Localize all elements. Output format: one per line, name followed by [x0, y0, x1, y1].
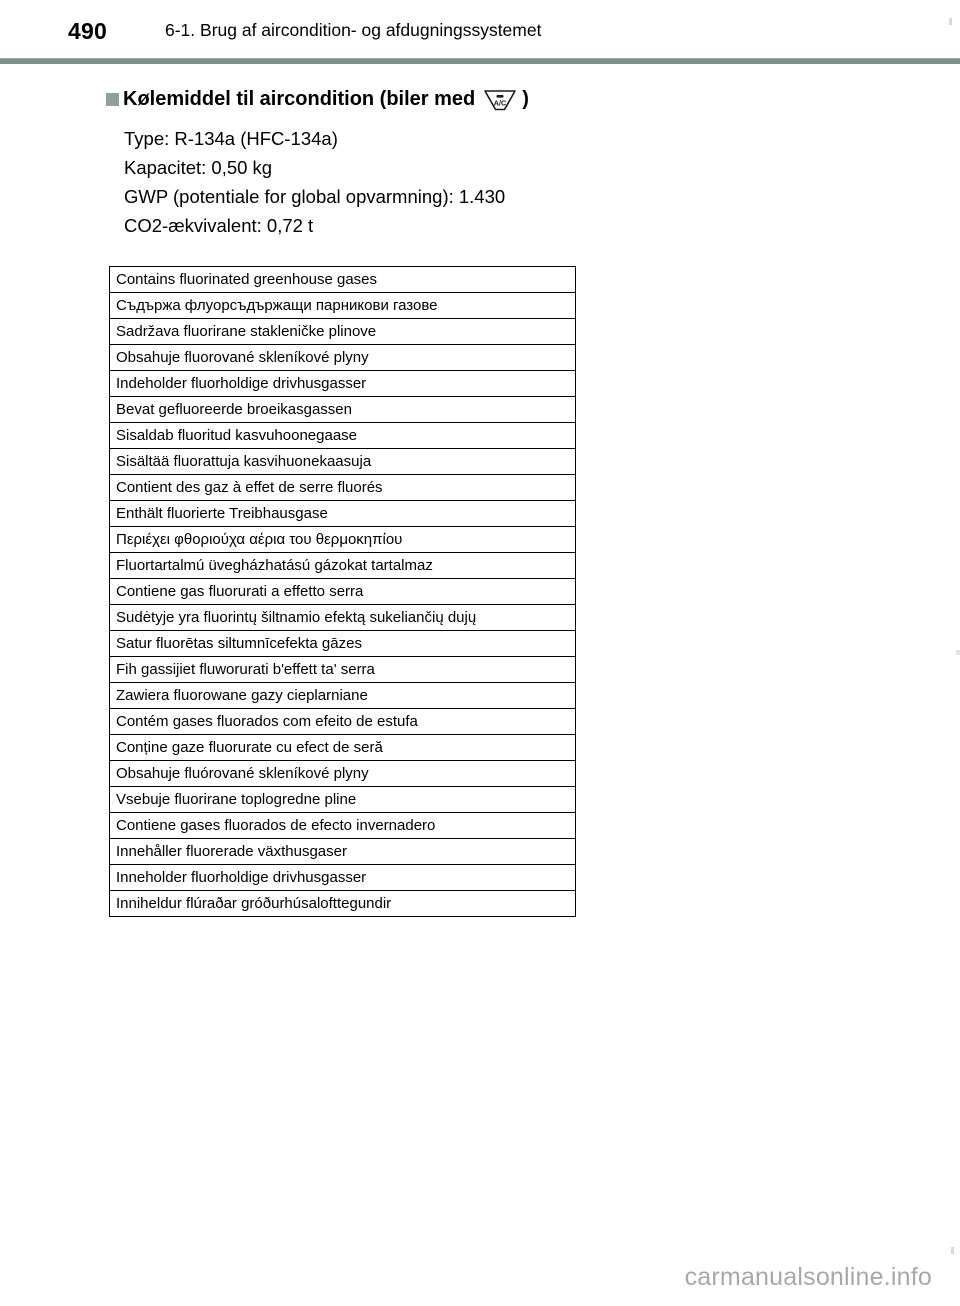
section-heading [106, 86, 529, 112]
table-row [110, 709, 576, 735]
section-heading-label: Kølemiddel til aircondition (biler med [123, 88, 476, 110]
spec-line: Type: R-134a (HFC-134a) [124, 128, 338, 149]
table-row [110, 813, 576, 839]
table-row [110, 631, 576, 657]
table-row [110, 345, 576, 371]
site-watermark: carmanualsonline.info [684, 1263, 932, 1291]
table-row [110, 657, 576, 683]
table-row [110, 865, 576, 891]
table-cell: Sadržava fluorirane stakleničke plinove [110, 319, 576, 345]
table-row [110, 319, 576, 345]
table-row [110, 293, 576, 319]
table-cell: Sisaldab fluoritud kasvuhoonegaase [110, 423, 576, 449]
crop-mark-top-right [949, 18, 952, 25]
table-cell: Enthält fluorierte Treibhausgase [110, 501, 576, 527]
header-divider [0, 58, 960, 64]
table-row [110, 501, 576, 527]
table-row [110, 735, 576, 761]
table-cell: Satur fluorētas siltumnīcefekta gāzes [110, 631, 576, 657]
svg-text:A/C: A/C [494, 98, 507, 107]
ac-trapezoid-icon [482, 88, 518, 113]
table-cell: Съдържа флуорсъдържащи парникови газове [110, 293, 576, 319]
table-row [110, 605, 576, 631]
table-cell: Bevat gefluoreerde broeikasgassen [110, 397, 576, 423]
table-cell: Obsahuje fluorované skleníkové plyny [110, 345, 576, 371]
table-row [110, 787, 576, 813]
fluorinated-gases-table [109, 266, 576, 917]
table-row [110, 397, 576, 423]
spec-line: CO2-ækvivalent: 0,72 t [124, 215, 314, 236]
table-row [110, 683, 576, 709]
table-cell: Obsahuje fluórované skleníkové plyny [110, 761, 576, 787]
table-row [110, 761, 576, 787]
table-row [110, 475, 576, 501]
page-number: 490 [68, 18, 107, 44]
spec-line: Kapacitet: 0,50 kg [124, 157, 273, 178]
table-cell: Contains fluorinated greenhouse gases [110, 267, 576, 293]
spec-line: GWP (potentiale for global opvarmning): 1.430 [124, 186, 506, 207]
table-row [110, 423, 576, 449]
table-cell: Conține gaze fluorurate cu efect de seră [110, 735, 576, 761]
table-row [110, 449, 576, 475]
page-title: 6-1. Brug af aircondition- og afdugningssystemet [165, 20, 542, 40]
table-cell: Contém gases fluorados com efeito de estufa [110, 709, 576, 735]
table-row [110, 579, 576, 605]
bullet-square-icon [106, 93, 119, 106]
table-cell: Contiene gas fluorurati a effetto serra [110, 579, 576, 605]
section-heading-closing-paren: ) [522, 88, 529, 110]
table-cell: Innehåller fluorerade växthusgaser [110, 839, 576, 865]
table-cell: Indeholder fluorholdige drivhusgasser [110, 371, 576, 397]
page-header [0, 0, 960, 58]
edge-mark-right [956, 650, 960, 655]
table-cell: Sudėtyje yra fluorintų šiltnamio efektą sukeliančių dujų [110, 605, 576, 631]
table-cell: Zawiera fluorowane gazy cieplarniane [110, 683, 576, 709]
table-cell: Fluortartalmú üvegházhatású gázokat tartalmaz [110, 553, 576, 579]
table-cell: Contient des gaz à effet de serre fluorés [110, 475, 576, 501]
table-body [110, 267, 576, 917]
table-row [110, 553, 576, 579]
refrigerant-spec-list [124, 124, 824, 240]
table-cell: Inniheldur flúraðar gróðurhúsalofttegundir [110, 891, 576, 917]
table-row [110, 839, 576, 865]
table-cell: Περιέχει φθοριούχα αέρια του θερμοκηπίου [110, 527, 576, 553]
table-row [110, 527, 576, 553]
table-cell: Contiene gases fluorados de efecto invernadero [110, 813, 576, 839]
table-cell: Fih gassijiet fluworurati b'effett ta' serra [110, 657, 576, 683]
table-cell: Vsebuje fluorirane toplogredne pline [110, 787, 576, 813]
table-cell: Inneholder fluorholdige drivhusgasser [110, 865, 576, 891]
table-row [110, 891, 576, 917]
table-cell: Sisältää fluorattuja kasvihuonekaasuja [110, 449, 576, 475]
crop-mark-bottom-right [951, 1247, 954, 1254]
table-row [110, 267, 576, 293]
table-row [110, 371, 576, 397]
